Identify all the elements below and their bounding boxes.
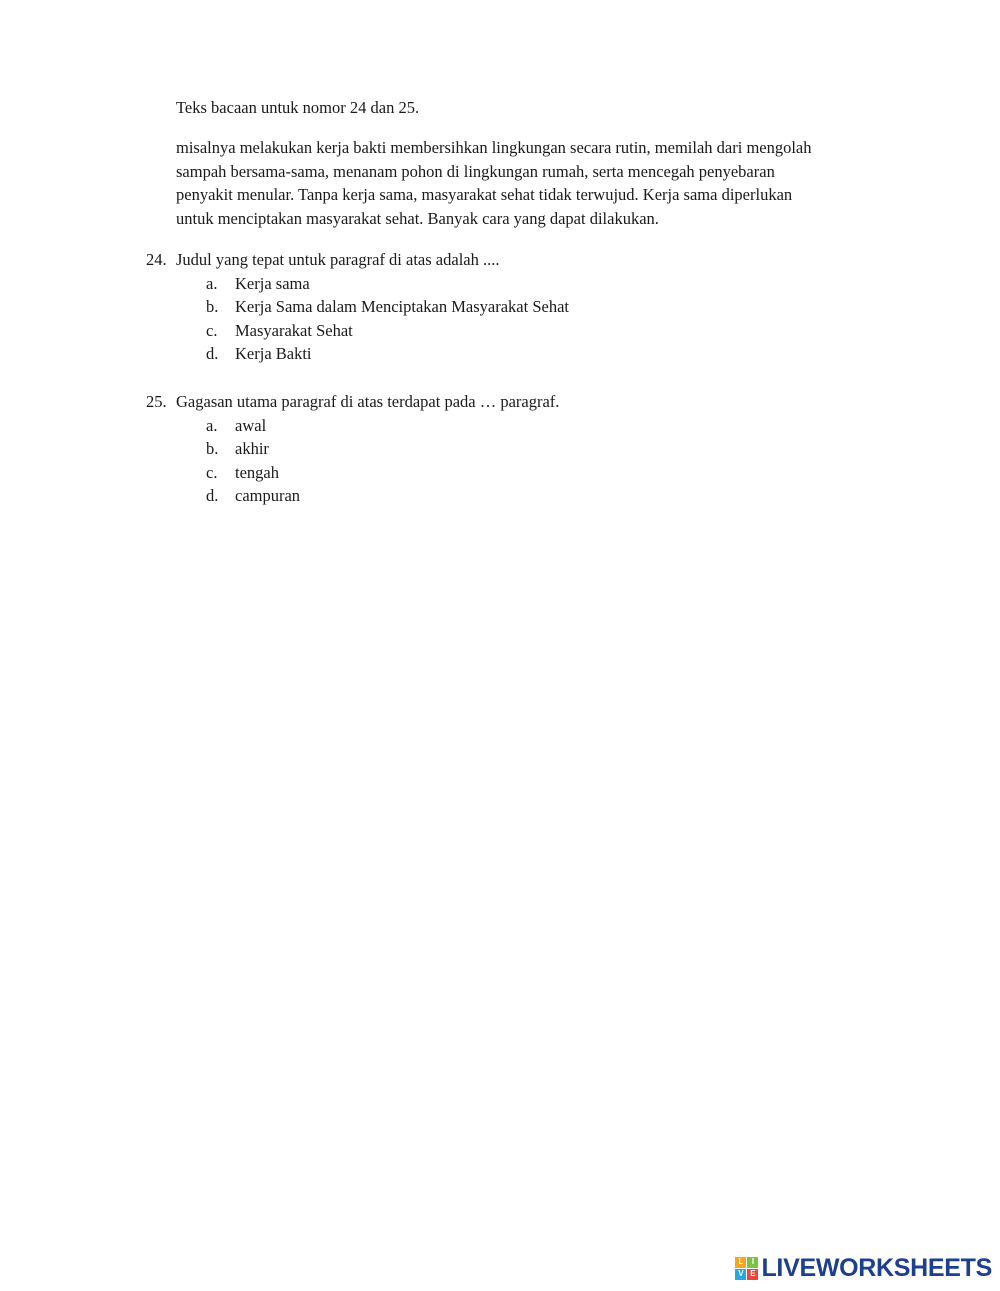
answer-options: [146, 414, 906, 508]
answer-option-b[interactable]: [146, 295, 906, 319]
answer-option-a[interactable]: [146, 272, 906, 296]
logo-mark-cell: I: [747, 1257, 758, 1268]
logo-mark-cell: V: [735, 1269, 746, 1280]
answer-option-c[interactable]: [146, 319, 906, 343]
option-text: Kerja sama: [235, 273, 310, 293]
logo-mark-cell: L: [735, 1257, 746, 1268]
option-text: Kerja Sama dalam Menciptakan Masyarakat Sehat: [235, 297, 569, 316]
option-text: tengah: [235, 462, 279, 482]
answer-option-a[interactable]: [146, 414, 906, 438]
question-24: [146, 248, 906, 366]
question-text: Gagasan utama paragraf di atas terdapat pada … paragraf.: [176, 392, 560, 411]
passage-line: sampah bersama-sama, menanam pohon di lingkungan rumah, serta mencegah penyebaran: [176, 161, 775, 181]
reading-intro: Teks bacaan untuk nomor 24 dan 25.: [176, 98, 420, 117]
option-text: Kerja Bakti: [235, 344, 312, 363]
passage-line: misalnya melakukan kerja bakti membersihkan lingkungan secara rutin, memilah dari mengolah: [176, 138, 812, 157]
option-letter: d.: [206, 486, 219, 505]
answer-option-c[interactable]: [146, 461, 906, 485]
logo-mark-icon: [735, 1257, 758, 1280]
answer-option-b[interactable]: [146, 437, 906, 461]
option-letter: a.: [206, 273, 218, 293]
logo-wordmark: LIVEWORKSHEETS: [761, 1253, 992, 1282]
liveworksheets-logo: [735, 1255, 992, 1281]
answer-options: [146, 272, 906, 366]
question-number: 24.: [146, 250, 167, 269]
option-letter: b.: [206, 297, 219, 316]
answer-option-d[interactable]: [146, 342, 906, 366]
option-letter: c.: [206, 462, 218, 482]
reading-passage: [176, 136, 896, 230]
option-letter: d.: [206, 344, 219, 363]
option-text: campuran: [235, 486, 301, 505]
option-text: Masyarakat Sehat: [235, 320, 353, 340]
question-text: Judul yang tepat untuk paragraf di atas adalah ....: [176, 250, 500, 269]
passage-line: penyakit menular. Tanpa kerja sama, masyarakat sehat tidak terwujud. Kerja sama diperlukan: [176, 185, 793, 204]
question-number: 25.: [146, 392, 167, 411]
option-text: akhir: [235, 439, 269, 458]
option-letter: a.: [206, 415, 218, 435]
answer-option-d[interactable]: [146, 484, 906, 508]
question-25: [146, 390, 906, 508]
logo-mark-cell: E: [747, 1269, 758, 1280]
option-letter: c.: [206, 320, 218, 340]
option-letter: b.: [206, 439, 219, 458]
passage-line: untuk menciptakan masyarakat sehat. Banyak cara yang dapat dilakukan.: [176, 208, 659, 228]
option-text: awal: [235, 415, 267, 435]
